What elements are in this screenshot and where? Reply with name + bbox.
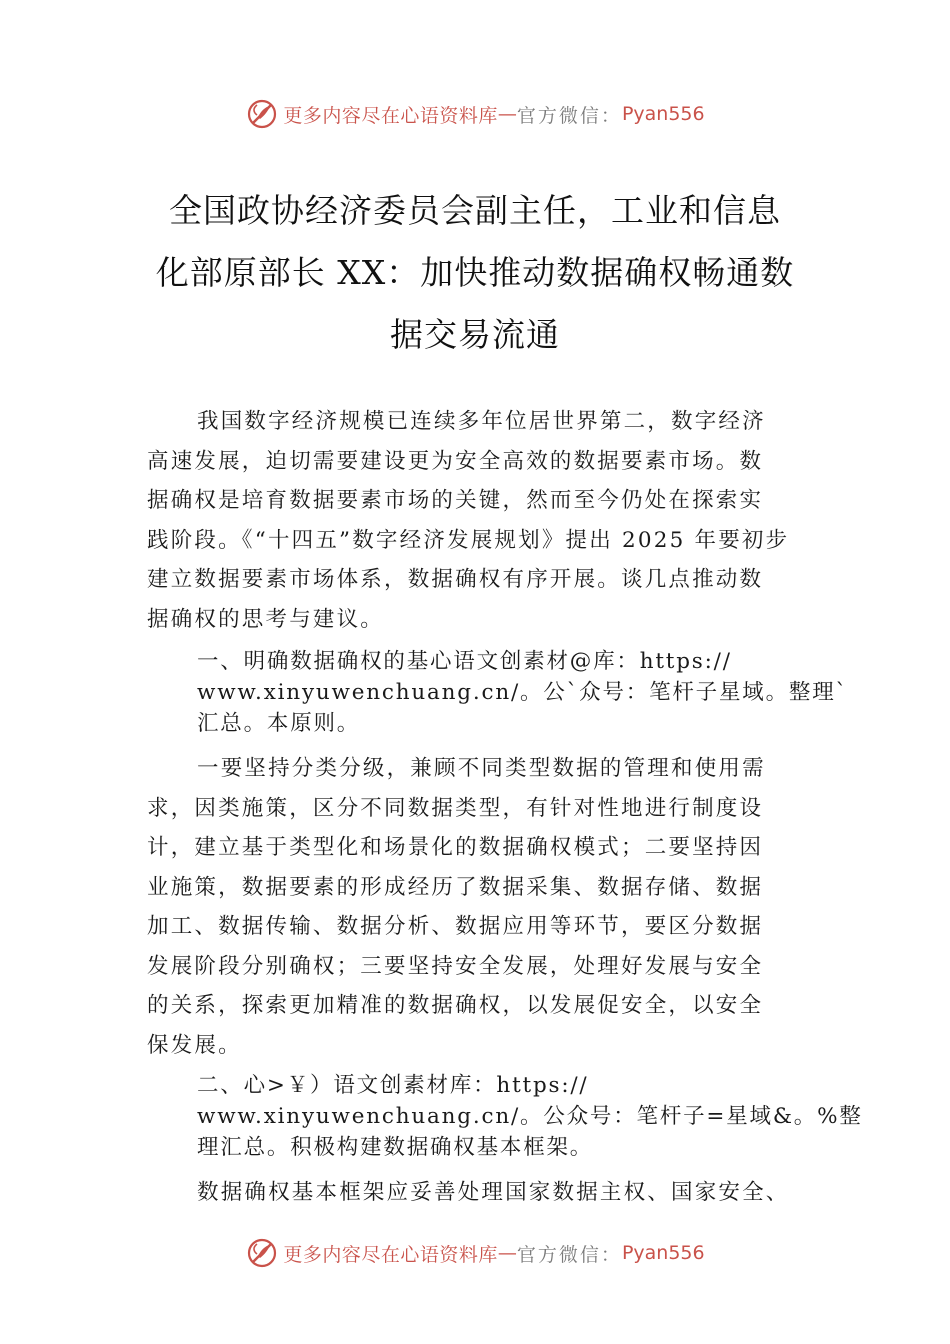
paragraph-line: 计，建立基于类型化和场景化的数据确权模式；二要坚持因 [147,835,764,860]
banner-wechat-id: Pyan556 [621,1242,705,1264]
heading-line: 一、明确数据确权的基心语文创素材@库：https:// [197,649,732,674]
quill-logo-icon [245,1236,279,1270]
paragraph-line: 一要坚持分类分级，兼顾不同类型数据的管理和使用需 [197,756,766,781]
quill-logo-icon [245,97,279,131]
banner-official-label: 官方微信： [516,1243,622,1266]
paragraph-line: 保发展。 [147,1032,242,1058]
paragraph-line: 求，因类施策，区分不同数据类型，有针对性地进行制度设 [147,795,764,821]
heading-line: 理汇总。积极构建数据确权基本框架。 [197,1135,594,1160]
header-banner [0,94,950,134]
paragraph-line: 践阶段。《“十四五”数字经济发展规划》提出 2025 年要初步 [147,527,790,553]
heading-line: 二、心>￥）语文创素材库：https:// [197,1073,589,1098]
banner-official-label: 官方微信： [516,104,622,127]
banner-separator: — [497,1242,517,1264]
section-1-body [147,749,807,1065]
heading-line: www.xinyuwenchuang.cn/。公`众号：笔杆子星域。整理` [197,680,849,705]
title-line: 化部原部长 XX：加快推动数据确权畅通数 [155,253,795,292]
banner-brand: 更多内容尽在心语资料库 [283,104,498,127]
intro-paragraph [147,402,807,639]
banner-separator: — [497,103,517,125]
footer-banner [0,1233,950,1273]
section-1-heading [197,646,849,739]
section-2-heading [197,1070,863,1163]
title-line: 全国政协经济委员会副主任，工业和信息 [169,191,781,230]
paragraph-line: 的关系，探索更加精准的数据确权，以发展促安全，以安全 [147,993,764,1018]
section-2-body [147,1173,807,1213]
banner-brand: 更多内容尽在心语资料库 [283,1243,498,1266]
title-line: 据交易流通 [390,315,560,354]
paragraph-line: 业施策，数据要素的形成经历了数据采集、数据存储、数据 [147,874,764,900]
paragraph-line: 高速发展，迫切需要建设更为安全高效的数据要素市场。数 [147,448,764,474]
paragraph-line: 发展阶段分别确权；三要坚持安全发展，处理好发展与安全 [147,953,764,979]
heading-line: 汇总。本原则。 [197,711,361,736]
paragraph-line: 加工、数据传输、数据分析、数据应用等环节，要区分数据 [147,914,764,939]
paragraph-line: 据确权是培育数据要素市场的关键，然而至今仍处在探索实 [147,488,764,513]
paragraph-line: 建立数据要素市场体系，数据确权有序开展。谈几点推动数 [147,567,764,592]
paragraph-line: 我国数字经济规模已连续多年位居世界第二，数字经济 [197,409,766,434]
paragraph-line: 据确权的思考与建议。 [147,606,385,632]
banner-wechat-id: Pyan556 [621,103,705,125]
document-title [120,180,830,366]
heading-line: www.xinyuwenchuang.cn/。公众号：笔杆子=星域&。%整 [197,1104,863,1129]
paragraph-line: 数据确权基本框架应妥善处理国家数据主权、国家安全、 [197,1180,790,1205]
